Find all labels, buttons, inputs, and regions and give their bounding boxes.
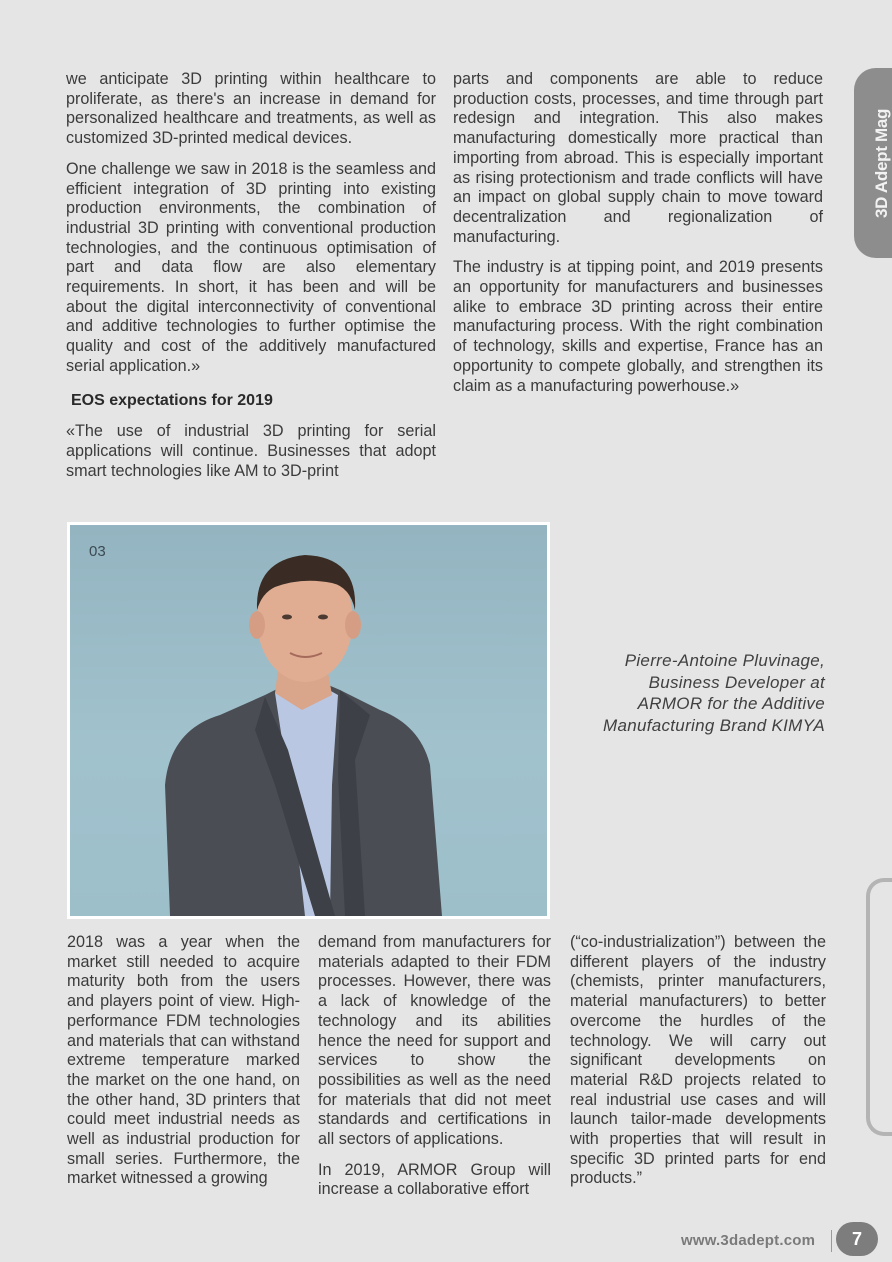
portrait-photo-frame: [67, 522, 550, 919]
photo-caption: [555, 650, 825, 736]
page-number-badge: 7: [836, 1222, 878, 1256]
article-column-top-left: [66, 70, 436, 481]
paragraph: «The use of industrial 3D printing for serial applications will continue. Businesses that adopt smart technologies like AM to 3D-print: [66, 422, 436, 480]
person-portrait-illustration: [70, 525, 547, 916]
side-tab-outline: [866, 878, 892, 1136]
footer-website-link[interactable]: www.3dadept.com: [681, 1232, 816, 1249]
article-column-bottom-1: [67, 933, 300, 1189]
paragraph: One challenge we saw in 2018 is the seamless and efficient integration of 3D printing into existing production environments, the combination of industrial 3D printing with conventional production technologies, and the continuous optimisation of part and data flow are also elementary requirements. In short, it has been and will be about the digital interconnectivity of conventional and additive technologies to further optimise the quality and cost of the additively manufactured serial application.»: [66, 159, 436, 375]
caption-line: Pierre-Antoine Pluvinage,: [624, 651, 825, 670]
article-column-bottom-3: [570, 933, 826, 1189]
article-column-top-right: [453, 70, 823, 396]
paragraph: The industry is at tipping point, and 2019 presents an opportunity for manufacturers and businesses alike to embrace 3D printing across their entire manufacturing process. With the right combination of technology, skills and expertise, France has an opportunity to compete globally, and strengthen its claim as a manufacturing powerhouse.»: [453, 258, 823, 395]
caption-line: ARMOR for the Additive: [637, 694, 825, 713]
paragraph: 2018 was a year when the market still needed to acquire maturity both from the users and players point of view. High-performance FDM technologies and materials that can withstand extreme temperature marked the market on the one hand, on the other hand, 3D printers that could meet industrial needs as well as industrial production for small series. Furthermore, the market witnessed a growing: [67, 933, 300, 1188]
caption-line: Manufacturing Brand KIMYA: [602, 715, 825, 735]
section-subheading: EOS expectations for 2019: [71, 391, 273, 409]
paragraph: (“co-industrialization”) between the different players of the industry (chemists, printer manufacturers, material manufacturers) to better overcome the hurdles of the technology. We will carry out significant developments on material R&D projects related to real industrial use cases and will launch tailor-made developments with properties that will result in specific 3D printed parts for end products.”: [570, 933, 826, 1188]
paragraph: In 2019, ARMOR Group will increase a collaborative effort: [318, 1160, 551, 1199]
article-column-bottom-2: [318, 933, 551, 1200]
footer-divider: [831, 1230, 832, 1252]
side-tab-label: 3D Adept Mag: [872, 108, 891, 218]
paragraph: we anticipate 3D printing within healthcare to proliferate, as there's an increase in demand for personalized healthcare and treatments, as well as customized 3D-printed medical devices.: [66, 70, 436, 148]
portrait-photo: [70, 525, 547, 916]
photo-number: 03: [89, 543, 106, 560]
paragraph: parts and components are able to reduce production costs, processes, and time through part redesign and integration. This also makes manufacturing domestically more practical than importing from abroad. This is especially important as rising protectionism and trade conflicts will have an impact on global supply chain to move toward decentralization and regionalization of manufacturing.: [453, 70, 823, 246]
paragraph: demand from manufacturers for materials adapted to their FDM processes. However, there was a lack of knowledge of the technology and its abilities hence the need for support and services to show the possibilities as well as the need for materials that did not meet standards and certifications in all sectors of applications.: [318, 933, 551, 1149]
caption-line: Business Developer at: [648, 672, 825, 692]
